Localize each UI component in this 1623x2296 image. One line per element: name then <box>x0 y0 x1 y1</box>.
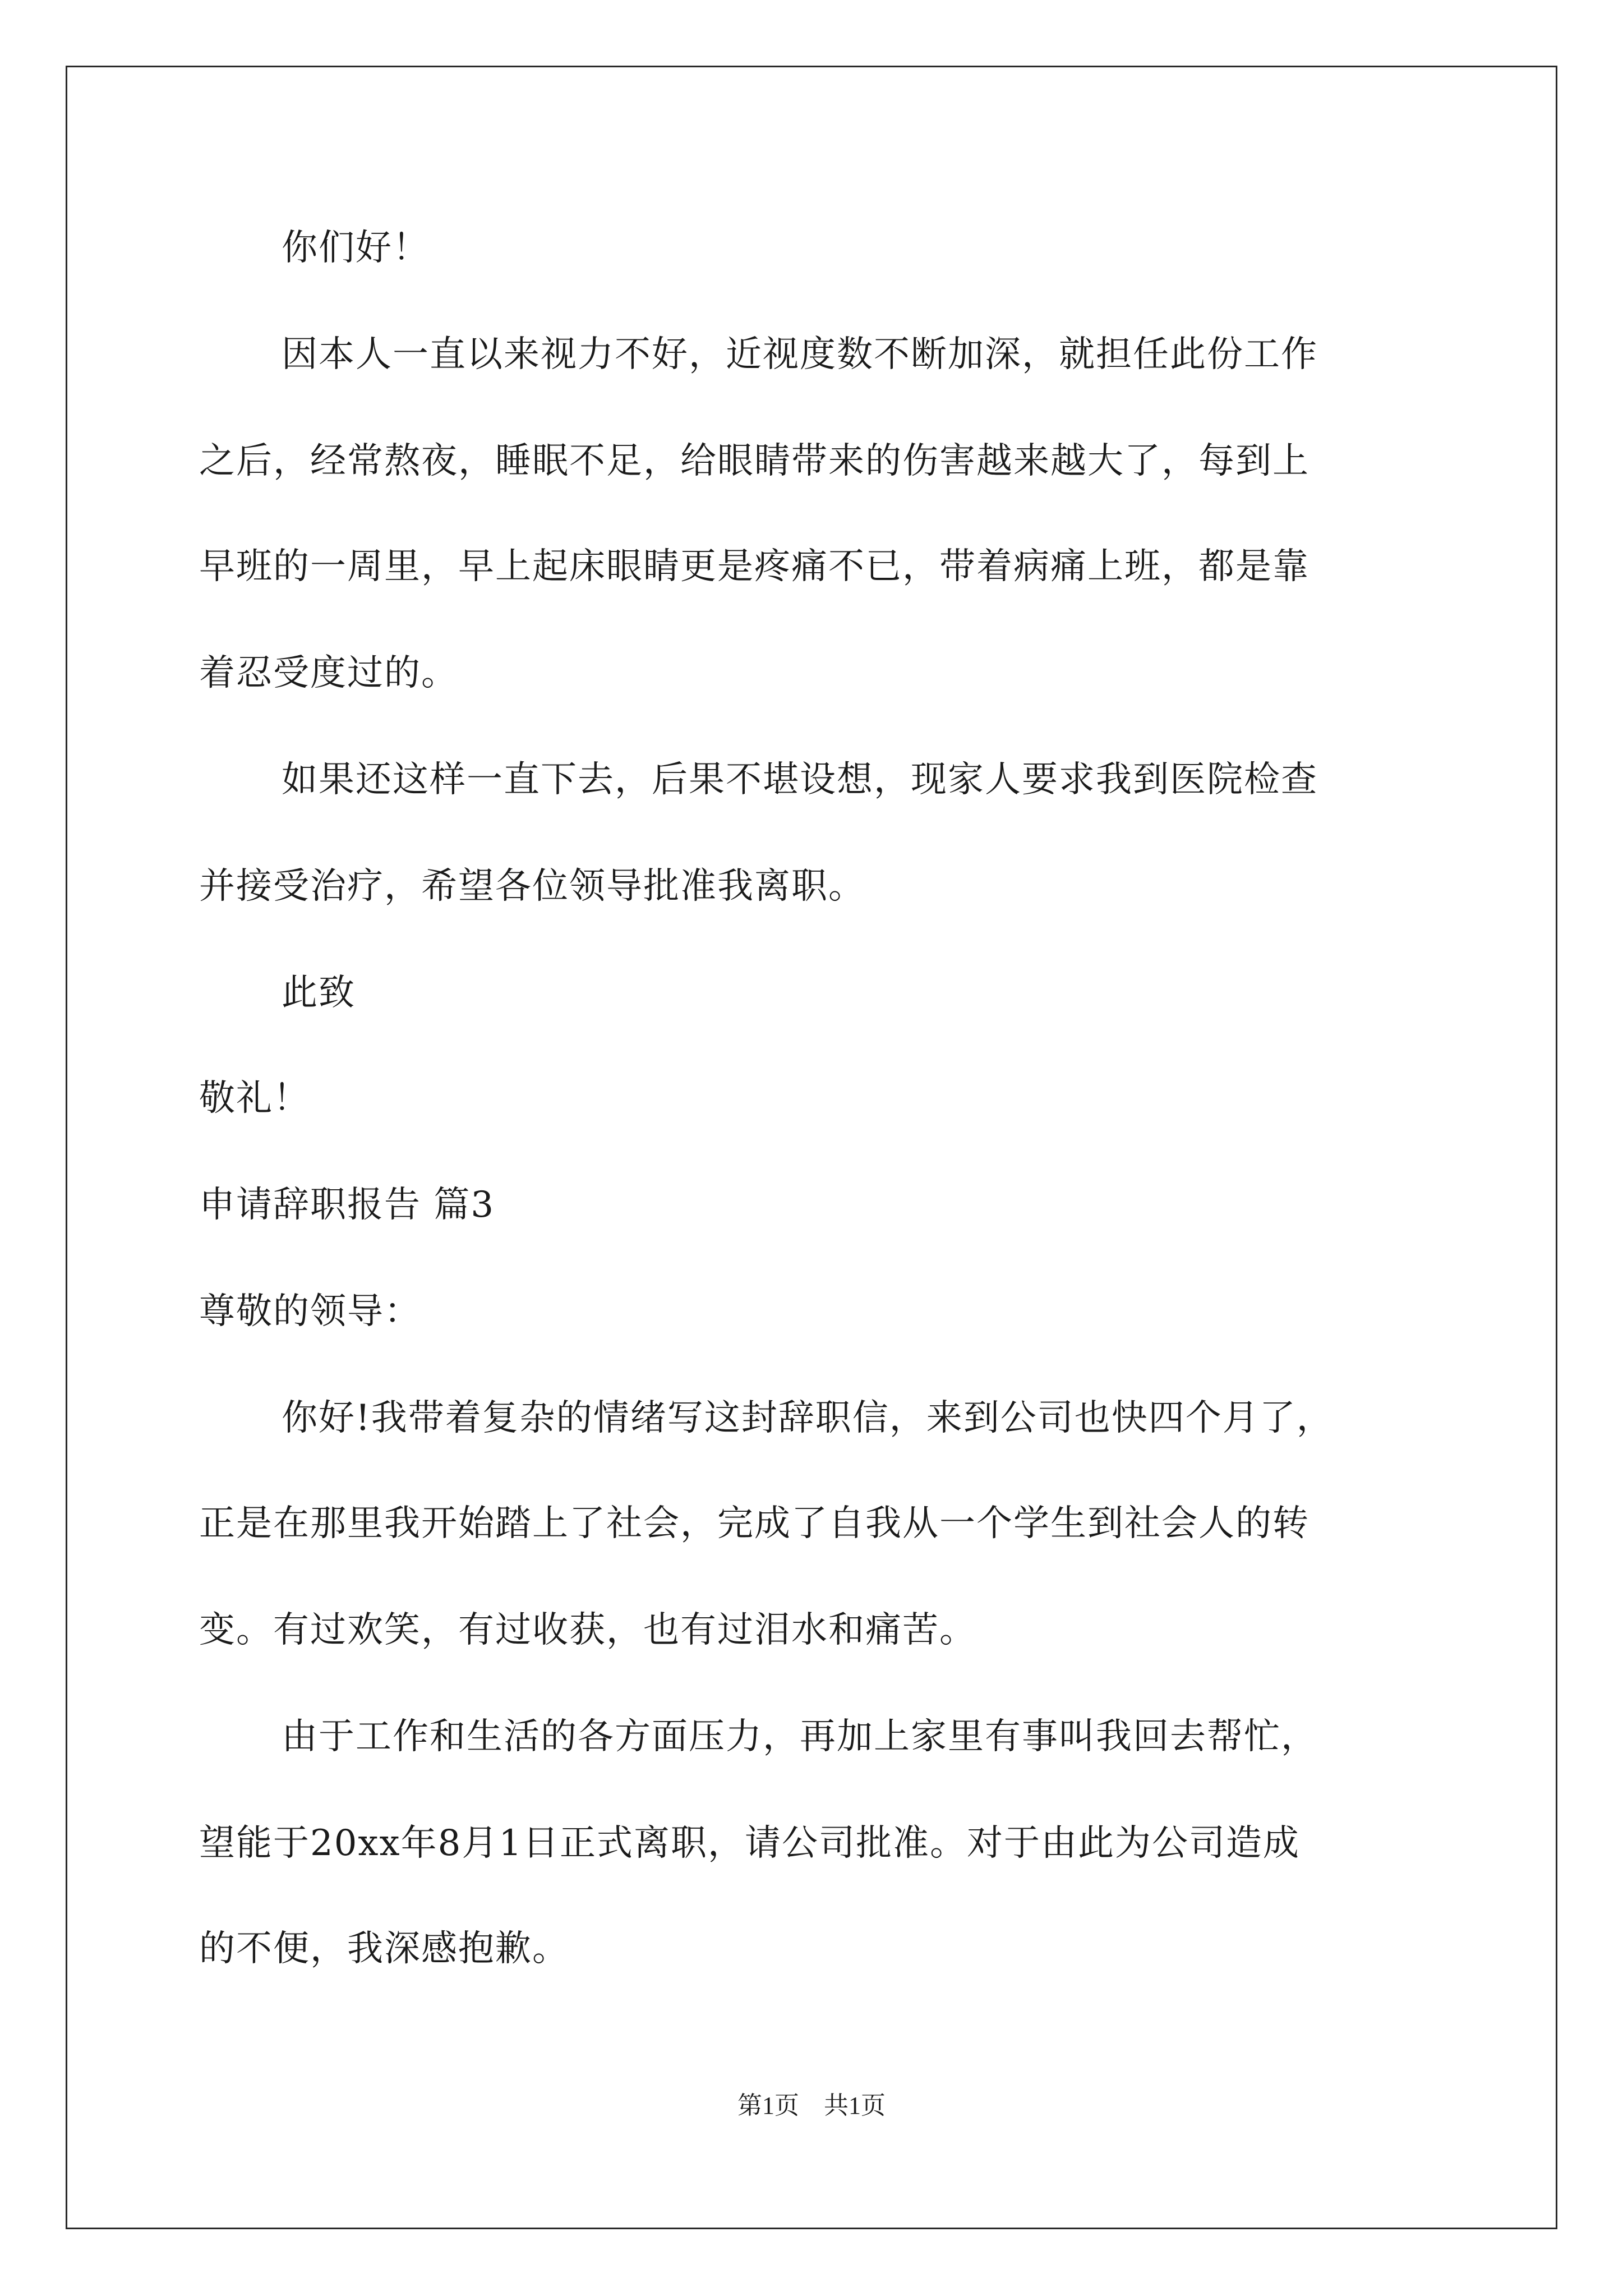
paragraph-line: 并接受治疗，希望各位领导批准我离职。 <box>199 866 865 907</box>
section-heading: 申请辞职报告 篇3 <box>199 1184 495 1226</box>
closing-salute: 敬礼！ <box>199 1078 310 1119</box>
paragraph-line: 着忍受度过的。 <box>199 652 458 694</box>
paragraph-line: 如果还这样一直下去，后果不堪设想，现家人要求我到医院检查 <box>282 759 1318 800</box>
paragraph-line: 因本人一直以来视力不好，近视度数不断加深，就担任此份工作 <box>282 334 1318 375</box>
greeting-line: 你们好！ <box>282 227 430 269</box>
paragraph-line: 由于工作和生活的各方面压力，再加上家里有事叫我回去帮忙， <box>282 1716 1318 1757</box>
paragraph-line: 早班的一周里，早上起床眼睛更是疼痛不已，带着病痛上班，都是靠 <box>199 546 1310 587</box>
paragraph-line: 的不便，我深感抱歉。 <box>199 1928 569 1970</box>
paragraph-line: 望能于20xx年8月1日正式离职，请公司批准。对于由此为公司造成 <box>199 1823 1301 1864</box>
page-border <box>66 66 1557 2229</box>
closing-line: 此致 <box>282 972 356 1014</box>
paragraph-line: 变。有过欢笑，有过收获，也有过泪水和痛苦。 <box>199 1609 976 1651</box>
salutation-line: 尊敬的领导： <box>199 1291 421 1332</box>
paragraph-line: 正是在那里我开始踏上了社会，完成了自我从一个学生到社会人的转 <box>199 1503 1310 1544</box>
paragraph-line: 你好!我带着复杂的情绪写这封辞职信，来到公司也快四个月了， <box>282 1397 1334 1439</box>
page-number-footer: 第1页 共1页 <box>737 2092 886 2119</box>
paragraph-line: 之后，经常熬夜，睡眠不足，给眼睛带来的伤害越来越大了，每到上 <box>199 440 1310 482</box>
